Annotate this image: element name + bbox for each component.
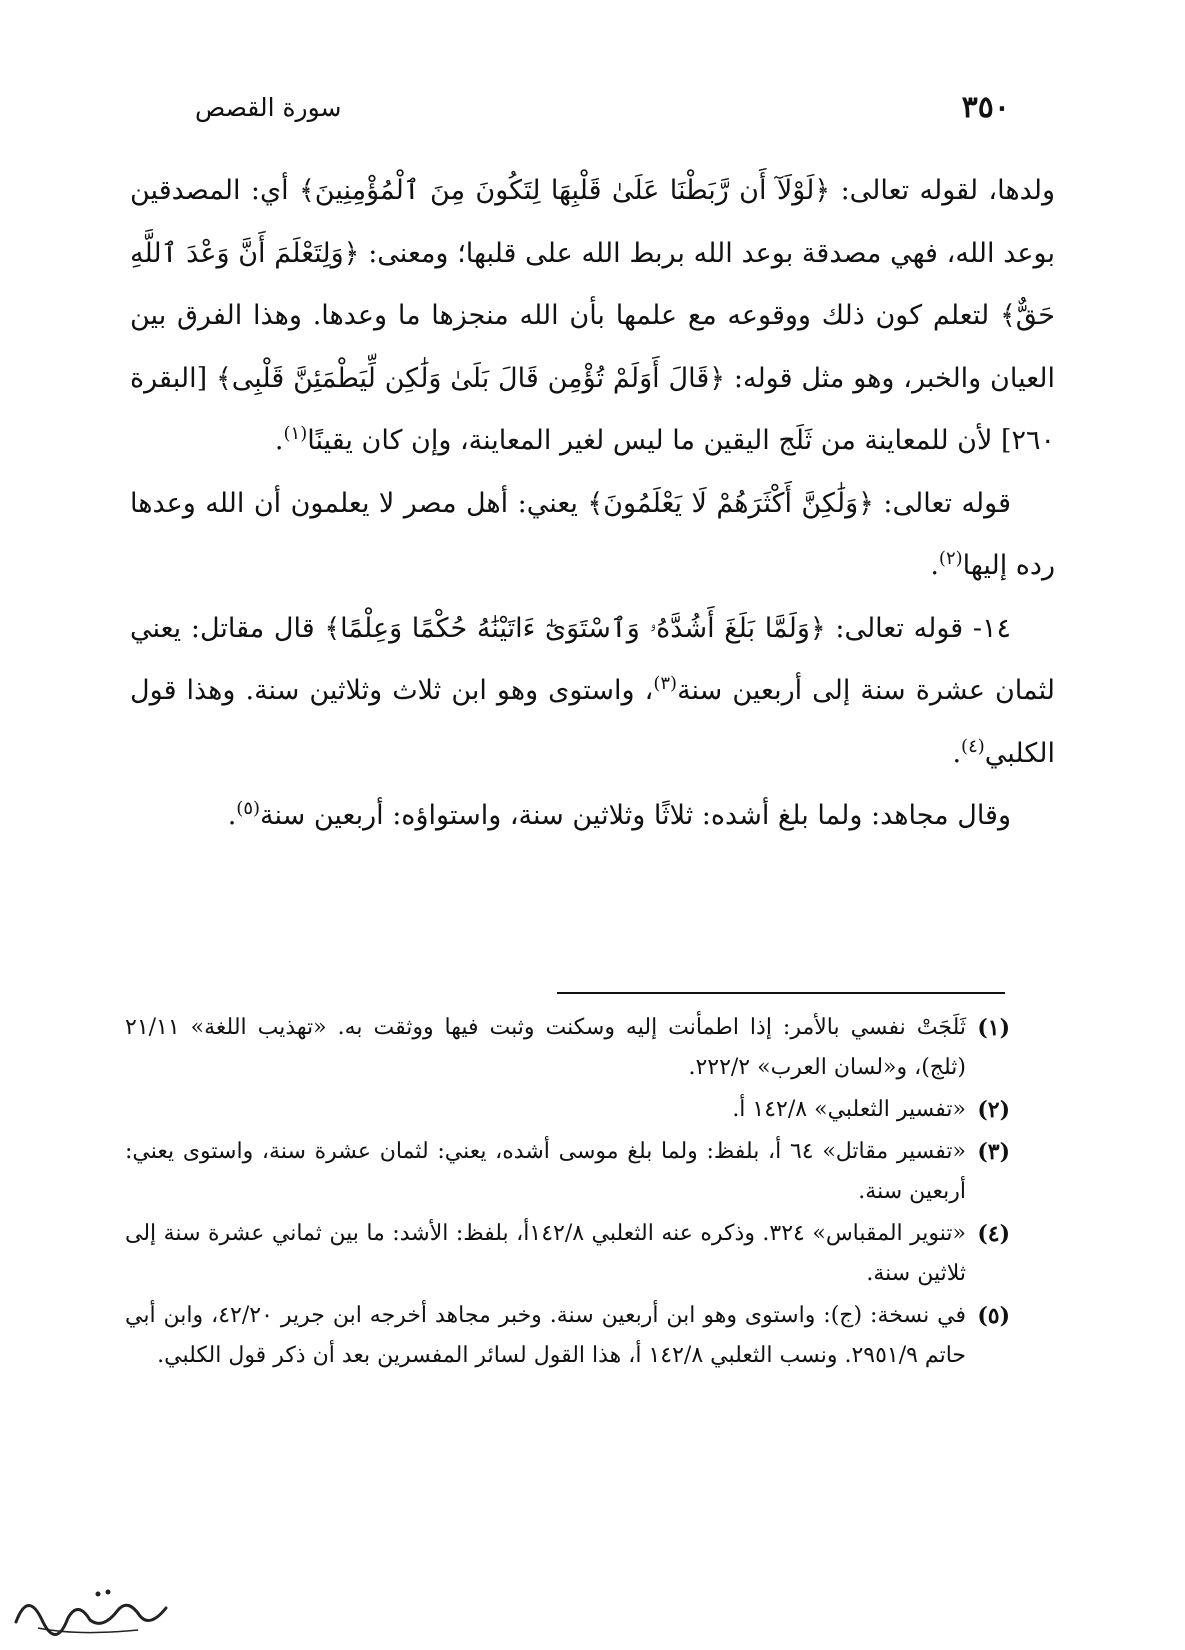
page-header [195,82,1010,132]
footnote-text: في نسخة: (ج): واستوى وهو ابن أربعين سنة. وخبر مجاهد أخرجه ابن جرير ٤٢/٢٠، وابن أبي حاتم ٢٩٥١/٩. ونسب الثعلبي ١٤٢/٨ أ، هذا القول لسائر المفسرين بعد أن ذكر قول الكلبي. [125,1303,967,1368]
paragraph-2 [130,473,1055,598]
main-text [130,160,1055,848]
footnote-divider [557,992,1005,994]
surah-title: سورة القصص [195,92,342,122]
footnote-number: (٤) [977,1221,1010,1247]
quran-quote: ﴿وَلَٰكِنَّ أَكْثَرَهُمْ لَا يَعْلَمُونَ﴾ [587,487,874,519]
paragraph-3 [130,598,1055,786]
footnote-text: ثَلَجَتْ نفسي بالأمر: إذا اطمأنت إليه وسكنت وثبت فيها ووثقت به. «تهذيب اللغة» ٢١/١١ (ثلج)، و«لسان العرب» ٢٢٢/٢. [125,1015,966,1080]
footnote-number: (١) [977,1015,1010,1041]
text-run: ، واستوى وهو ابن ثلاث وثلاثين سنة. وهذا قول الكلبي [130,675,1055,769]
text-run: ١٤- قوله تعالى: [825,612,1011,644]
text-run: . [274,425,284,456]
text-run: قال مقاتل: يعني لثمان عشرة سنة إلى أربعين سنة [130,612,1056,706]
text-run: [البقرة ٢٦٠] لأن للمعاينة من ثَلَج اليقين ما ليس لغير المعاينة، وإن كان يقينًا [130,362,1055,456]
library-stamp-logo [8,1580,178,1640]
footnote-2 [125,1090,1010,1130]
footnotes [125,1008,1010,1378]
footnote-3 [125,1132,1010,1212]
quran-quote: ﴿وَلِتَعْلَمَ أَنَّ وَعْدَ ٱللَّهِ حَقٌّ﴾ [130,237,1055,331]
footnote-number: (٣) [977,1139,1010,1165]
footnote-text: «تنوير المقباس» ٣٢٤. وذكره عنه الثعلبي ١٤٢/٨أ، بلفظ: الأشد: ما بين ثماني عشرة سنة إلى ثلاثين سنة. [125,1221,967,1286]
footnote-5 [125,1296,1010,1376]
footnote-1 [125,1008,1010,1088]
text-run: . [227,800,237,831]
quran-quote: ﴿لَوْلَآ أَن رَّبَطْنَا عَلَىٰ قَلْبِهَا لِتَكُونَ مِنَ ٱلْمُؤْمِنِينَ﴾ [298,175,831,206]
page-number: ٣٥٠ [961,89,1010,125]
footnote-ref[interactable]: (٣) [653,673,678,694]
paragraph-1 [130,160,1055,473]
footnote-ref[interactable]: (٢) [938,548,963,569]
footnote-ref[interactable]: (١) [283,423,308,444]
text-run: ولدها، لقوله تعالى: [830,175,1056,206]
text-run: لتعلم كون ذلك ووقوعه مع علمها بأن الله منجزها ما وعدها. وهذا الفرق بين العيان والخبر، وهو مثل قوله: [130,300,1055,394]
footnote-text: «تفسير مقاتل» ٦٤ أ، بلفظ: ولما بلغ موسى أشده، يعني: لثمان عشرة سنة، واستوى يعني: أربعين سنة. [125,1139,966,1204]
text-run: . [952,737,962,769]
text-run: يعني: أهل مصر لا يعلمون أن الله وعدها رده إليها [130,487,1055,581]
footnote-number: (٢) [977,1097,1010,1123]
footnote-text: «تفسير الثعلبي» ١٤٢/٨ أ. [732,1097,966,1122]
footnote-number: (٥) [977,1303,1010,1329]
footnote-ref[interactable]: (٥) [236,798,261,819]
text-run: . [930,550,939,581]
text-run: وقال مجاهد: ولما بلغ أشده: ثلاثًا وثلاثين سنة، واستواؤه: أربعين سنة [260,800,1011,831]
paragraph-4 [130,785,1055,848]
footnote-ref[interactable]: (٤) [961,735,985,757]
quran-quote: ﴿وَلَمَّا بَلَغَ أَشُدَّهُۥ وَٱسْتَوَىٰٓ ءَاتَيْنَٰهُ حُكْمًا وَعِلْمًا﴾ [324,612,826,644]
quran-quote: ﴿قَالَ أَوَلَمْ تُؤْمِن قَالَ بَلَىٰ وَلَٰكِن لِّيَطْمَئِنَّ قَلْبِى﴾ [215,362,726,394]
text-run: قوله تعالى: [873,487,1011,519]
footnote-4 [125,1214,1010,1294]
text-run: أي: المصدقين بوعد الله، فهي مصدقة بوعد الله بربط الله على قلبها؛ ومعنى: [130,175,1055,269]
